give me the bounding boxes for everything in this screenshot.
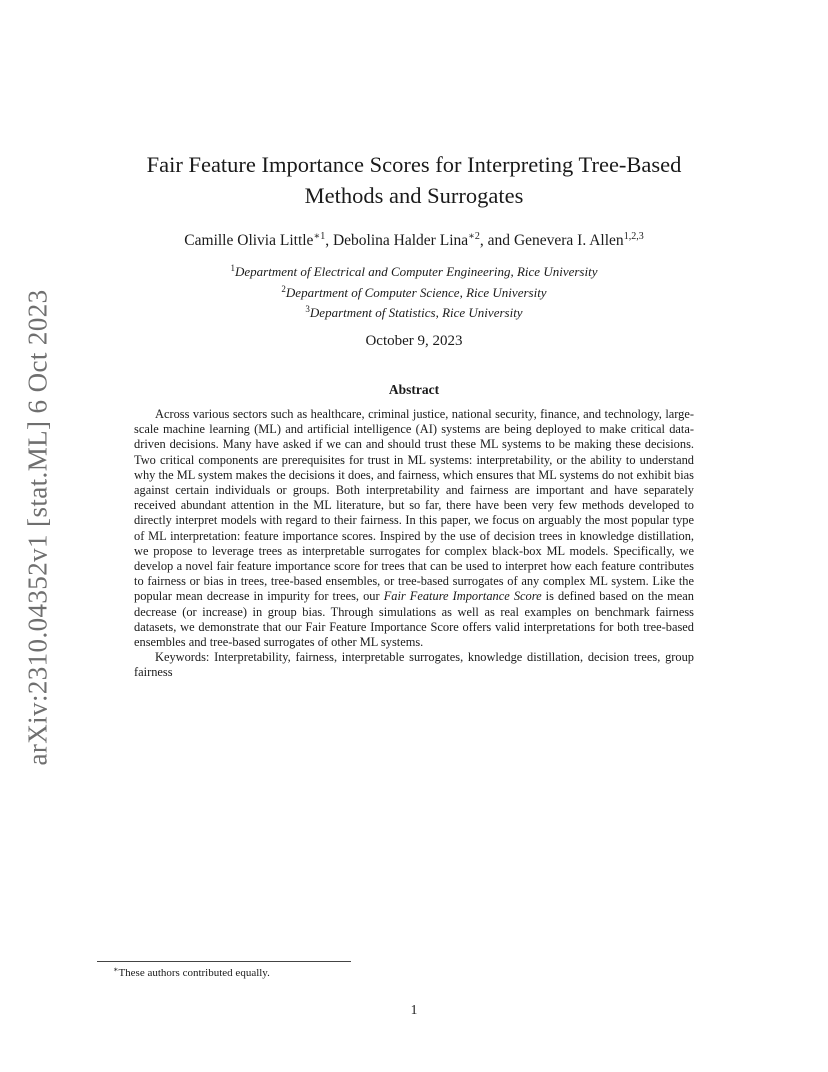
- author-separator: , and: [479, 232, 514, 249]
- author-list: [0, 227, 828, 251]
- affiliation-text: Department of Electrical and Computer Engineering, Rice University: [235, 264, 598, 279]
- page-number: 1: [410, 1002, 418, 1017]
- affiliation-mark: 1: [230, 263, 235, 273]
- arxiv-identifier-stamp: [14, 290, 62, 765]
- footnote-divider: [97, 961, 351, 962]
- footnote: [113, 963, 270, 980]
- affiliation-list: [0, 260, 828, 322]
- author-name: Debolina Halder Lina: [332, 232, 469, 249]
- title-line-2: Methods and Surrogates: [304, 183, 524, 208]
- keywords-paragraph: Keywords: Interpretability, fairness, interpretable surrogates, knowledge distillation, decision trees, group fairness: [134, 650, 694, 680]
- footnote-text: These authors contributed equally.: [118, 967, 270, 979]
- author-mark: ∗1: [313, 231, 326, 242]
- abstract-text-after: is defined based on the mean decrease (or increase) in group bias. Through simulations as well as real examples on benchmark fairness datasets, we demonstrate that our Fair Feature Importance Score offers valid interpretations for both tree-based ensembles and tree-based surrogates of other ML systems.: [134, 589, 695, 650]
- publication-date: October 9, 2023: [365, 333, 463, 349]
- abstract-paragraph: [134, 407, 694, 650]
- title-line-1: Fair Feature Importance Scores for Interpreting Tree-Based: [146, 152, 682, 177]
- affiliation-line: [0, 281, 828, 302]
- arxiv-identifier-text: arXiv:2310.04352v1 [stat.ML] 6 Oct 2023: [22, 289, 53, 766]
- affiliation-text: Department of Computer Science, Rice University: [285, 284, 547, 300]
- author-name: Camille Olivia Little: [184, 232, 314, 249]
- abstract-heading: Abstract: [388, 382, 440, 397]
- affiliation-text: Department of Statistics, Rice University: [309, 305, 523, 320]
- abstract-body: [134, 407, 694, 681]
- abstract-text-before: Across various sectors such as healthcare, criminal justice, national security, finance, and technology, large-scale machine learning (ML) and artificial intelligence (AI) systems are being deployed to make critical data-driven decisions. Many have asked if we can and should trust these ML systems to be making these decisions. Two critical components are prerequisites for trust in ML systems: interpretability, or the ability to understand why the ML system makes the decisions it does, and fairness, which ensures that ML systems do not exhibit bias against certain individuals or groups. Both interpretability and fairness are important and have separately received abundant attention in the ML literature, but so far, there have been very few methods developed to directly interpret models with regard to their fairness. In this paper, we focus on arguably the most popular type of ML interpretation: feature importance scores. Inspired by the use of decision trees in knowledge distillation, we propose to leverage trees as interpretable surrogates for complex black-box ML models. Specifically, we develop a novel fair feature importance score for trees that can be used to interpret how each feature contributes to fairness or bias in trees, tree-based ensembles, or tree-based surrogates of any complex ML system. Like the popular mean decrease in impurity for trees, our: [134, 407, 694, 604]
- author-mark: 1,2,3: [623, 231, 644, 242]
- affiliation-line: [0, 260, 828, 281]
- paper-title: [0, 149, 828, 211]
- affiliation-mark: 3: [305, 304, 310, 314]
- abstract-emphasis: Fair Feature Importance Score: [383, 589, 542, 604]
- footnote-mark: ∗: [113, 965, 119, 974]
- author-mark: ∗2: [468, 231, 480, 242]
- affiliation-mark: 2: [281, 283, 286, 294]
- author-separator: ,: [325, 232, 333, 249]
- affiliation-line: [0, 301, 828, 322]
- author-name: Genevera I. Allen: [513, 232, 624, 249]
